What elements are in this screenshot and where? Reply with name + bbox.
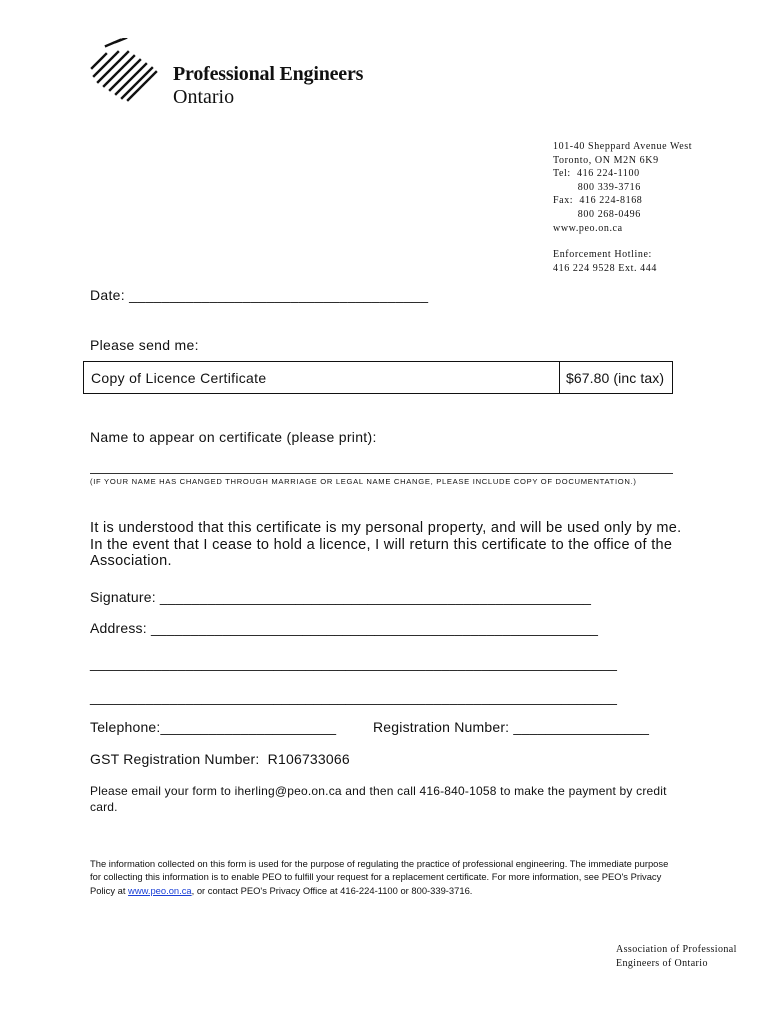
- order-table: [83, 361, 673, 394]
- address-tel-tollfree: 800 339-3716: [553, 181, 641, 193]
- privacy-text: The information collected on this form is used for the purpose of regulating the practice of professional engineering. The immediate purpose for collecting this information is to enable PEO to fulfill your request for a replacement certificate. For more information, see PEO's Privacy Policy at: [90, 858, 669, 896]
- address-field-line3[interactable]: __________________________________________________________________: [90, 689, 618, 705]
- enforcement-hotline: [553, 248, 657, 275]
- date-field[interactable]: Date: _____________________________________: [90, 287, 429, 303]
- name-change-note: (IF YOUR NAME HAS CHANGED THROUGH MARRIAGE OR LEGAL NAME CHANGE, PLEASE INCLUDE COPY OF DOCUMENTATION.): [90, 477, 637, 486]
- name-label: Name to appear on certificate (please print):: [90, 429, 377, 445]
- address-field-line2[interactable]: __________________________________________________________________: [90, 655, 618, 671]
- footer-line2: Engineers of Ontario: [616, 957, 708, 969]
- telephone-field[interactable]: Telephone:______________________: [90, 719, 337, 735]
- footer-association: [616, 943, 737, 970]
- peo-logo-icon: [90, 38, 170, 108]
- item-name: Copy of Licence Certificate: [84, 362, 560, 393]
- gst-registration: GST Registration Number: R106733066: [90, 751, 350, 767]
- send-label: Please send me:: [90, 337, 199, 353]
- hotline-number: 416 224 9528 Ext. 444: [553, 262, 657, 274]
- hotline-label: Enforcement Hotline:: [553, 249, 652, 260]
- certificate-statement: It is understood that this certificate is my personal property, and will be used only by me. In the event that I cease to hold a licence, I will return this certificate to the office of the Association.: [90, 520, 682, 570]
- address-street: 101-40 Sheppard Avenue West: [553, 141, 693, 152]
- peo-website-link[interactable]: www.peo.on.ca: [128, 884, 192, 896]
- address-city: Toronto, ON M2N 6K9: [553, 154, 659, 166]
- email-instructions: Please email your form to iherling@peo.on.ca and then call 416-840-1058 to make the payment by credit card.: [90, 784, 667, 814]
- logo-subname: Ontario: [173, 86, 235, 108]
- address-field[interactable]: Address: ________________________________________________________: [90, 620, 599, 636]
- privacy-notice: [90, 857, 670, 897]
- address-fax-tollfree: 800 268-0496: [553, 208, 641, 220]
- logo-name: Professional Engineers: [173, 63, 364, 85]
- signature-field[interactable]: Signature: ______________________________________________________: [90, 589, 592, 605]
- office-address: [553, 140, 692, 235]
- name-field[interactable]: [90, 473, 673, 474]
- item-price: $67.80 (inc tax): [566, 370, 665, 386]
- registration-number-field[interactable]: Registration Number: _________________: [373, 719, 650, 735]
- privacy-text-end: , or contact PEO's Privacy Office at 416-224-1100 or 800-339-3716.: [191, 884, 473, 896]
- address-tel: Tel: 416 224-1100: [553, 168, 640, 180]
- address-fax: Fax: 416 224-8168: [553, 195, 643, 207]
- footer-line1: Association of Professional: [616, 944, 737, 955]
- address-website: www.peo.on.ca: [553, 222, 623, 234]
